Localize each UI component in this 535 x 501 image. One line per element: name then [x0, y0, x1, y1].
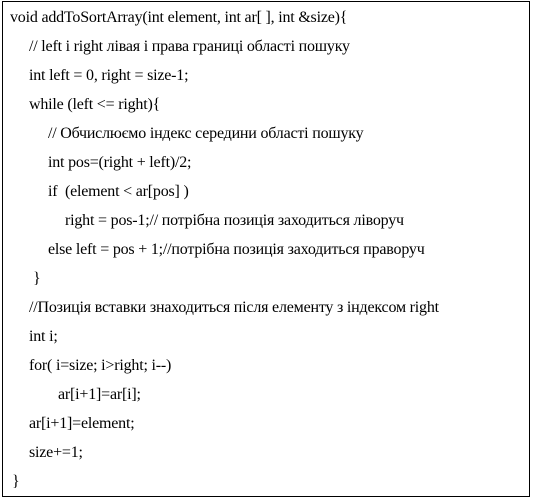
- code-line-7: if (element < ar[pos] ): [48, 183, 189, 200]
- code-line-13: for( i=size; i>right; i--): [29, 357, 172, 374]
- code-listing-box: [2, 1, 530, 497]
- code-line-16: size+=1;: [29, 444, 83, 461]
- code-line-2: // left i right лівая і права границі області пошуку: [29, 38, 350, 55]
- code-line-15: ar[i+1]=element;: [29, 415, 135, 432]
- code-line-8: right = pos-1;// потрібна позиція заходиться ліворуч: [65, 212, 404, 229]
- code-line-11: //Позиція вставки знаходиться після елементу з індексом right: [29, 299, 439, 316]
- code-line-12: int i;: [29, 328, 58, 345]
- code-line-5: // Обчислюємо індекс середини області пошуку: [48, 125, 364, 142]
- code-line-17: }: [12, 473, 20, 490]
- code-line-10: }: [33, 270, 41, 287]
- code-line-14: ar[i+1]=ar[i];: [58, 386, 141, 403]
- code-line-4: while (left <= right){: [29, 96, 161, 113]
- code-line-1: void addToSortArray(int element, int ar[ ], int &size){: [10, 9, 348, 26]
- code-line-6: int pos=(right + left)/2;: [48, 154, 192, 171]
- code-line-3: int left = 0, right = size-1;: [29, 67, 189, 84]
- code-line-9: else left = pos + 1;//потрібна позиція заходиться праворуч: [48, 241, 425, 258]
